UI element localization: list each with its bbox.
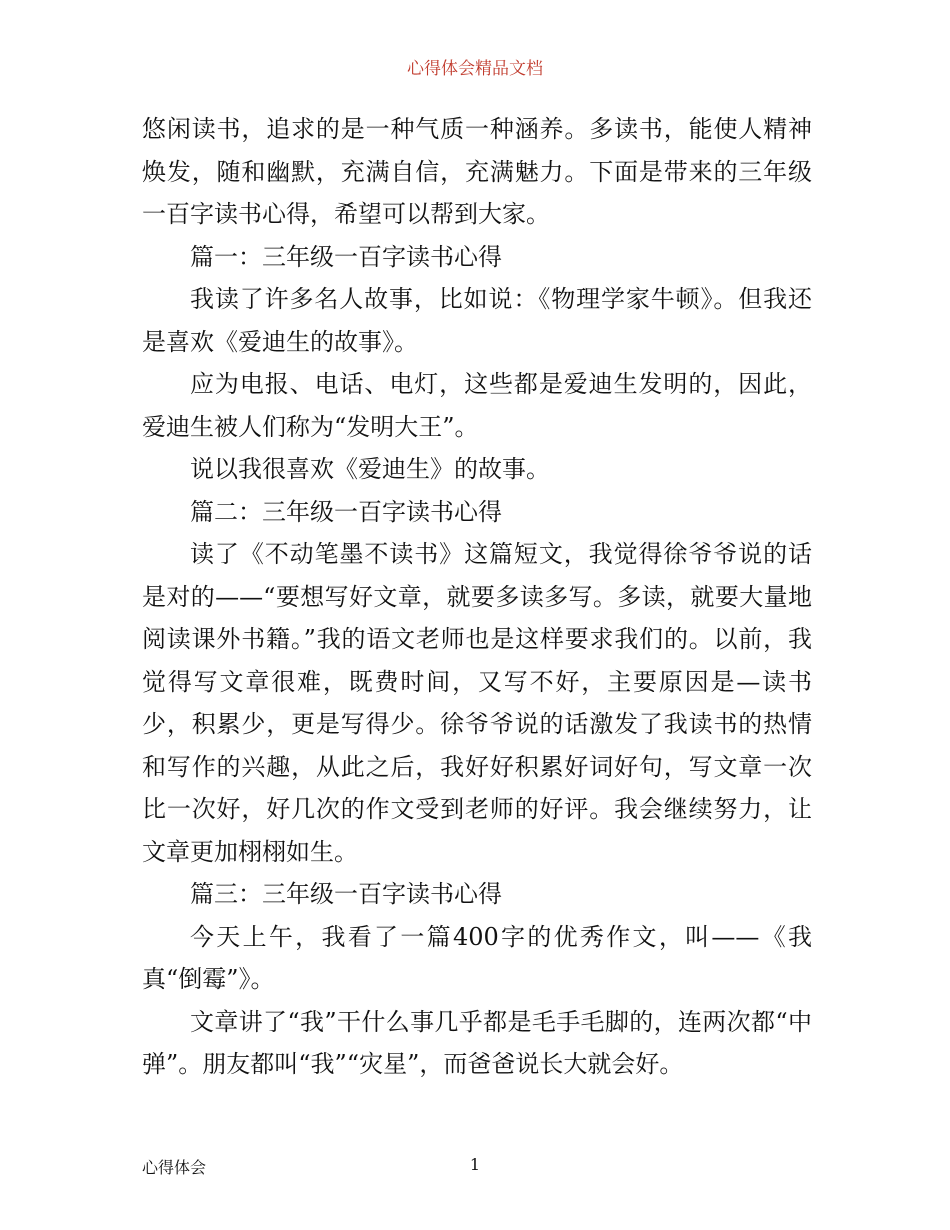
document-body xyxy=(142,108,812,1086)
paragraph: 应为电报、电话、电灯，这些都是爱迪生发明的，因此，爱迪生被人们称为“发明大王”。 xyxy=(142,370,812,441)
section-heading: 篇二：三年级一百字读书心得 xyxy=(190,497,502,526)
paragraph: 文章讲了“我”干什么事几乎都是毛手毛脚的，连两次都“中弹”。朋友都叫“我”“灾星”，而爸爸说长大就会好。 xyxy=(142,1007,812,1078)
paragraph: 读了《不动笔墨不读书》这篇短文，我觉得徐爷爷说的话是对的——“要想写好文章，就要多读多写。多读，就要大量地阅读课外书籍。”我的语文老师也是这样要求我们的。以前，我觉得写文章很难，既费时间，又写不好，主要原因是—读书少，积累少，更是写得少。徐爷爷说的话激发了我读书的热情和写作的兴趣，从此之后，我好好积累好词好句，写文章一次比一次好，好几次的作文受到老师的好评。我会继续努力，让文章更加栩栩如生。 xyxy=(142,540,812,866)
paragraph: 我读了许多名人故事，比如说：《物理学家牛顿》。但我还是喜欢《爱迪生的故事》。 xyxy=(142,285,812,356)
page-header-title: 心得体会精品文档 xyxy=(407,59,543,79)
paragraph: 今天上午，我看了一篇400字的优秀作文，叫——《我真“倒霉”》。 xyxy=(142,922,812,993)
section-heading: 篇三：三年级一百字读书心得 xyxy=(190,880,502,908)
footer-label: 心得体会 xyxy=(142,1158,207,1177)
paragraph: 说以我很喜欢《爱迪生》的故事。 xyxy=(190,455,550,483)
paragraph: 悠闲读书，追求的是一种气质一种涵养。多读书，能使人精神焕发，随和幽默，充满自信，充满魅力。下面是带来的三年级一百字读书心得，希望可以帮到大家。 xyxy=(142,115,812,228)
page-number: 1 xyxy=(469,1155,481,1174)
section-heading: 篇一：三年级一百字读书心得 xyxy=(190,242,502,271)
